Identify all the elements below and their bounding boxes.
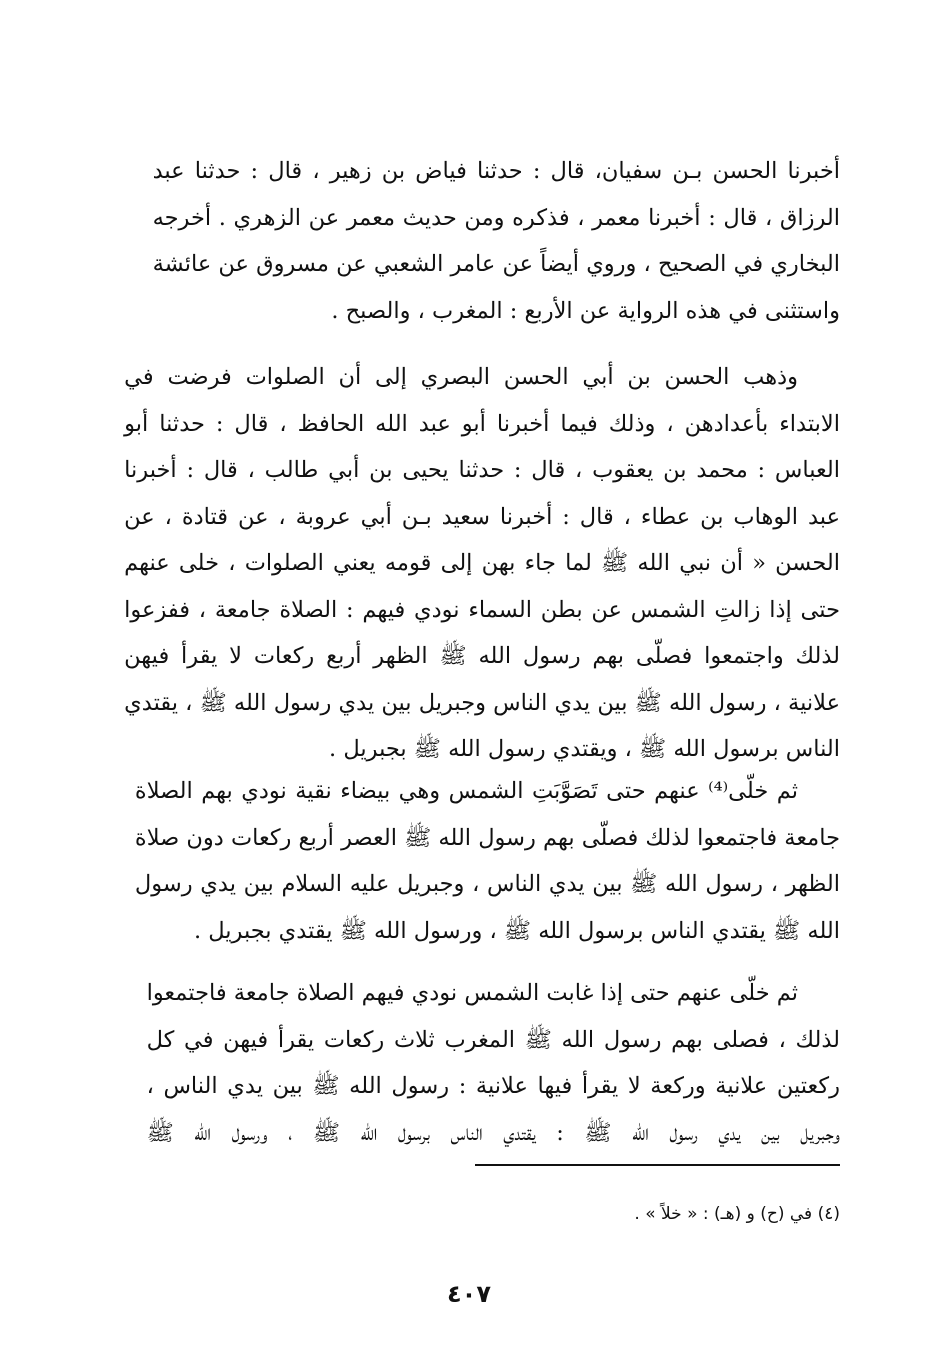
text-line: ثم خلّى⁽⁴⁾ عنهم حتى تَصَوَّبَتِ الشمس وهي بيضاء نقية نودي بهم الصلاة [134,778,798,804]
page-number: ٤٠٧ [447,1280,491,1308]
text-line: أخبرنا الحسن بـن سفيان، قال : حدثنا فياض بن زهير ، قال : حدثنا عبد [152,158,840,184]
paragraph-3 [135,768,840,954]
text-line: واستثنى في هذه الرواية عن الأربع : المغرب ، والصبح . [331,297,840,324]
paragraph-2 [124,354,840,773]
text-line: وجبريل بين يدي رسول الله ﷺ : يقتدي الناس برسول الله ﷺ ، ورسول الله ﷺ [146,1119,840,1146]
text-line: جامعة فاجتمعوا لذلك فصلّى بهم رسول الله ﷺ العصر أربع ركعات دون صلاة [134,824,840,851]
text-line: العباس : محمد بن يعقوب ، قال : حدثنا يحيى بن أبي طالب ، قال : أخبرنا [124,457,840,483]
text-line: الحسن « أن نبي الله ﷺ لما جاء بهن إلى قومه يعني الصلوات ، خلى عنهم [124,550,840,576]
text-line: ثم خلّى عنهم حتى إذا غابت الشمس نودي فيهم الصلاة جامعة فاجتمعوا [146,980,798,1006]
text-line: لذلك ، فصلى بهم رسول الله ﷺ المغرب ثلاث ركعات يقرأ فيهن في كل [146,1026,840,1053]
paragraph-4 [147,970,840,1156]
text-line: الرزاق ، قال : أخبرنا معمر ، فذكره ومن حديث معمر عن الزهري . أخرجه [152,204,840,231]
text-line: حتى إذا زالتِ الشمس عن بطن السماء نودي فيهم : الصلاة جامعة ، ففزعوا [124,596,840,623]
footnote-divider [475,1164,840,1166]
text-line: لذلك واجتمعوا فصلّى بهم رسول الله ﷺ الظهر أربع ركعات لا يقرأ فيهن [124,643,840,669]
text-line: الظهر ، رسول الله ﷺ بين يدي الناس ، وجبريل عليه السلام بين يدي رسول [134,871,840,897]
text-line: الله ﷺ يقتدي الناس برسول الله ﷺ ، ورسول الله ﷺ يقتدي بجبريل . [193,917,840,944]
footnote: (٤) في (ح) و (هـ) : « خلاً » . [634,1204,840,1224]
text-line: الناس برسول الله ﷺ ، ويقتدي رسول الله ﷺ بجبريل . [329,736,840,762]
text-line: وذهب الحسن بن أبي الحسن البصري إلى أن الصلوات فرضت في [124,364,798,390]
text-line: عبد الوهاب بن عطاء ، قال : أخبرنا سعيد بـن أبي عروبة ، عن قتادة ، عن [124,503,840,530]
text-line: علانية ، رسول الله ﷺ بين يدي الناس وجبريل بين يدي رسول الله ﷺ ، يقتدي [124,689,840,716]
text-line: الابتداء بأعدادهن ، وذلك فيما أخبرنا أبو عبد الله الحافظ ، قال : حدثنا أبو [124,410,840,437]
text-line: البخاري في الصحيح ، وروي أيضاً عن عامر الشعبي عن مسروق عن عائشة [152,251,840,277]
text-line: ركعتين علانية وركعة لا يقرأ فيها علانية : رسول الله ﷺ بين يدي الناس ، [146,1073,840,1099]
paragraph-1 [153,148,840,334]
